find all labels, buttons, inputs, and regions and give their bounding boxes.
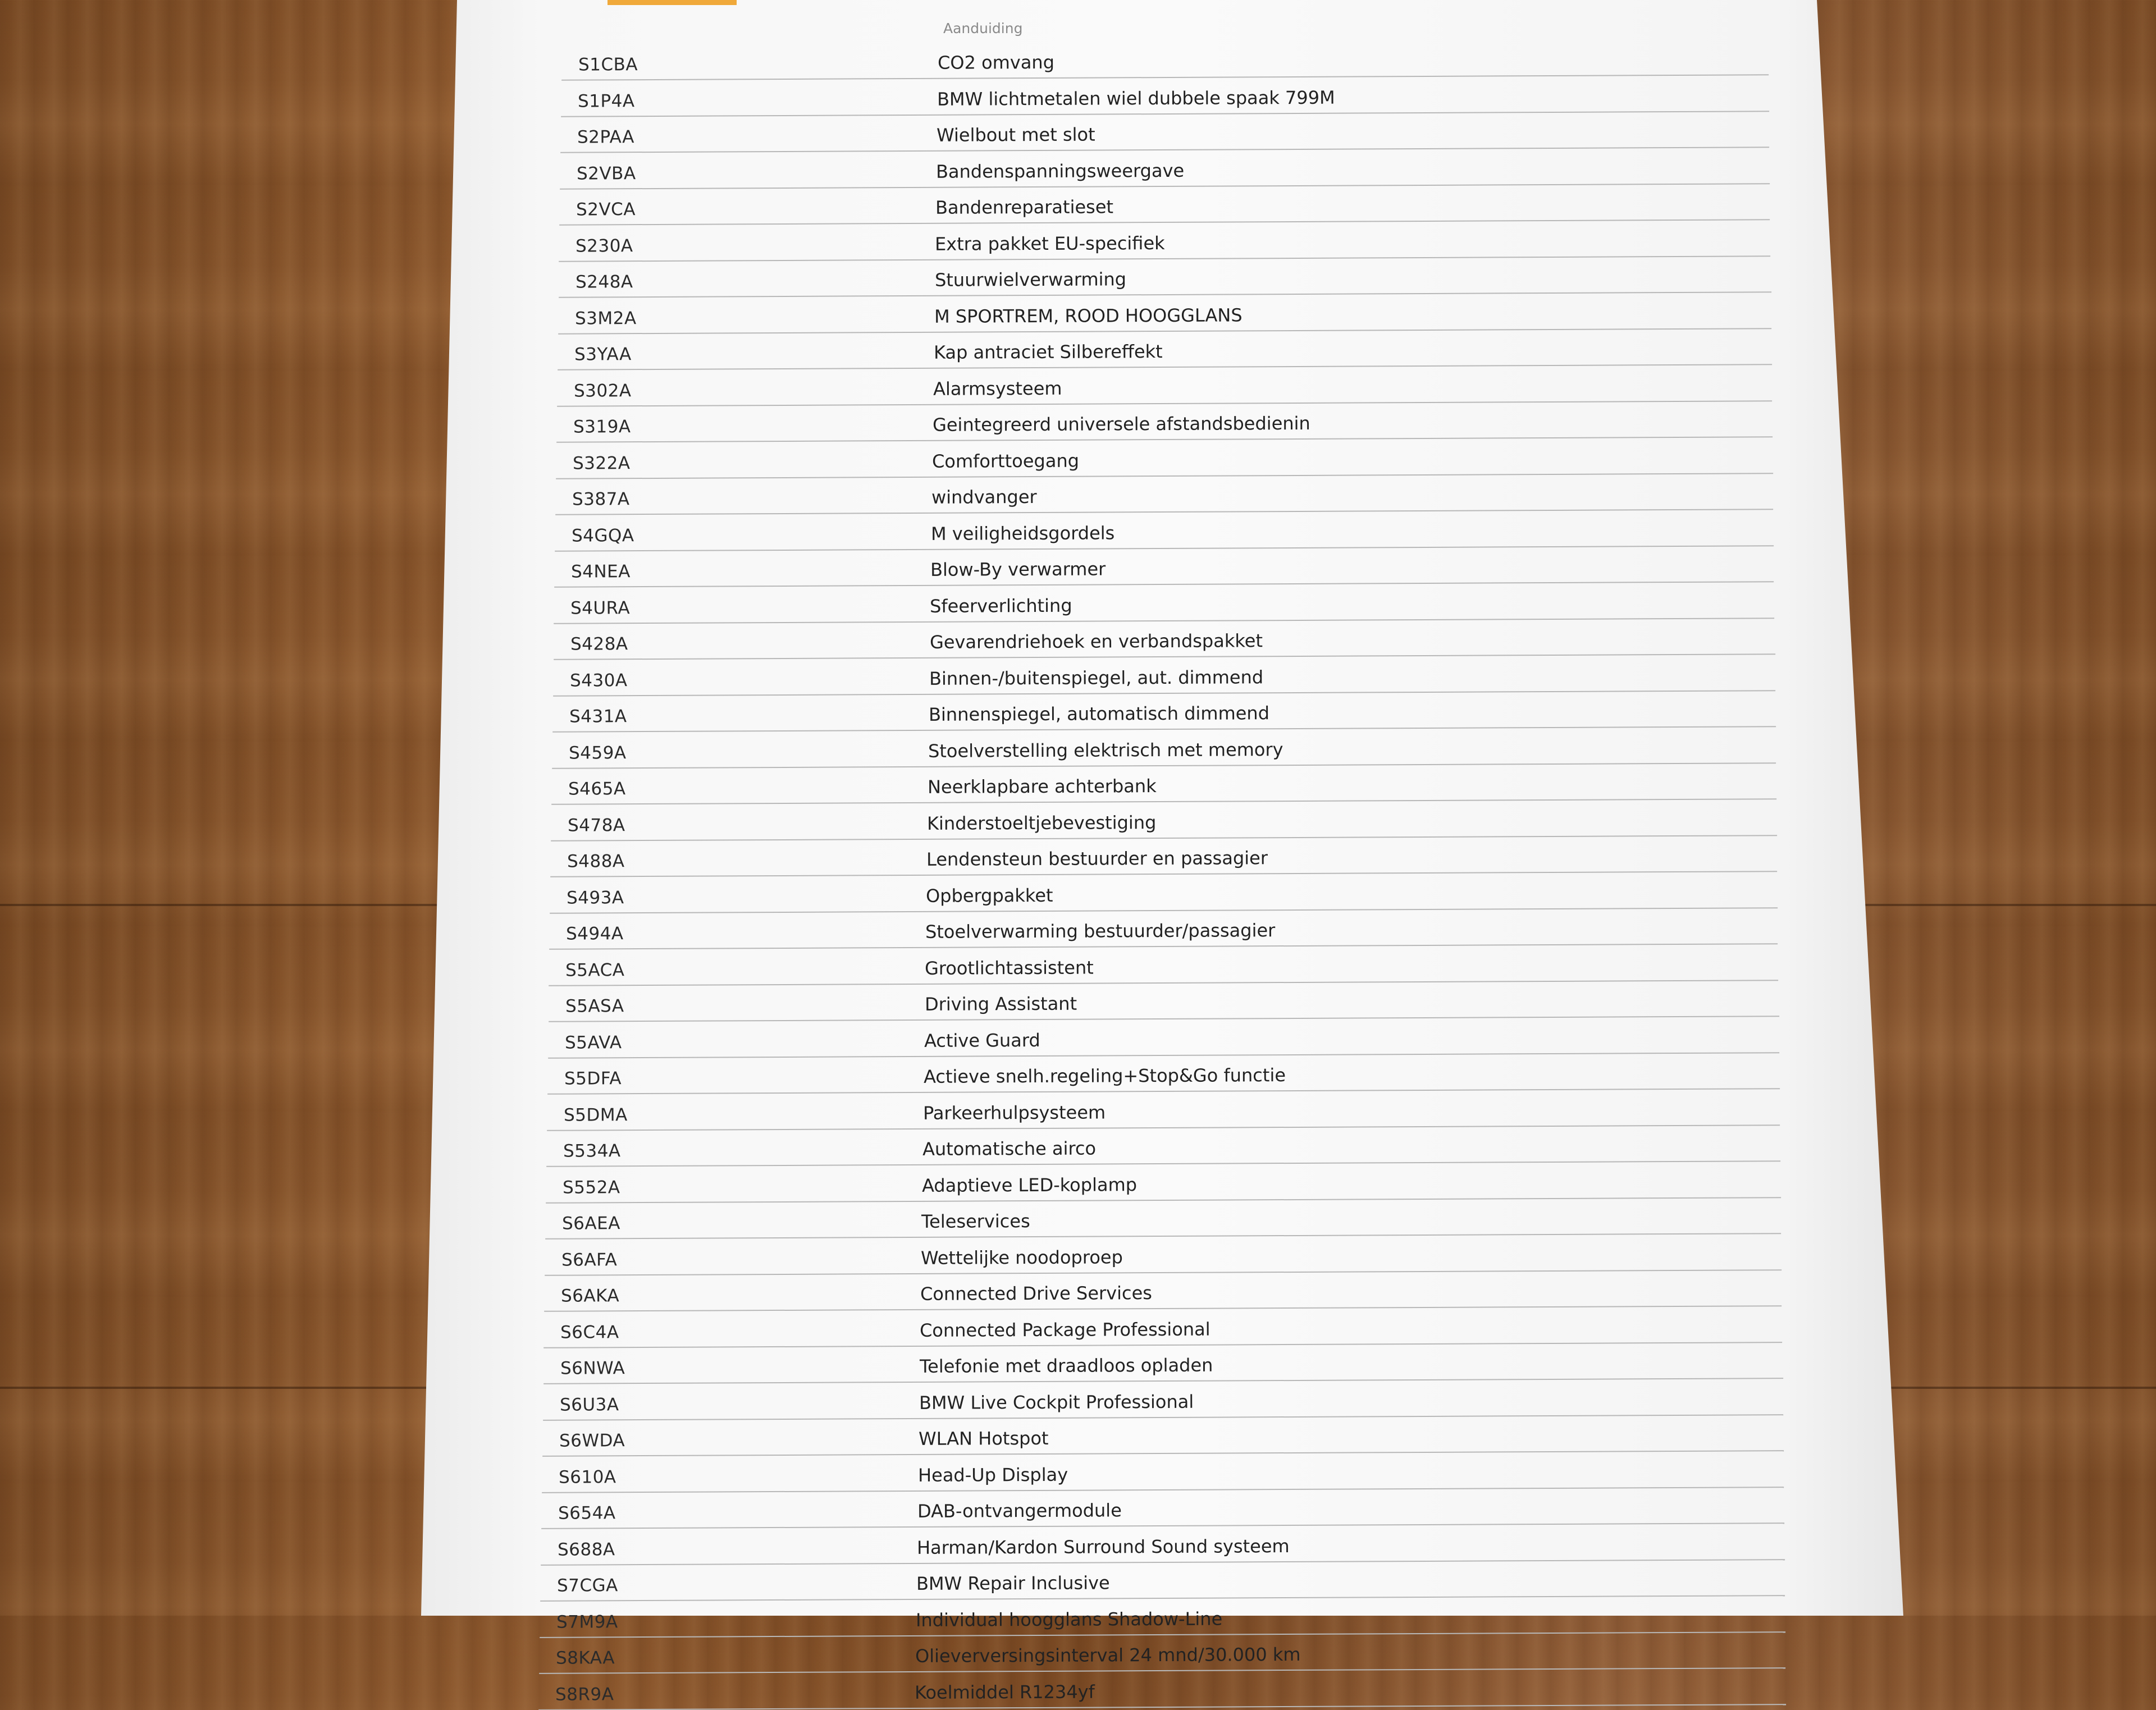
option-code: S4NEA (570, 561, 631, 582)
option-code: S428A (570, 633, 628, 655)
table-row (551, 763, 1776, 804)
option-description: BMW Repair Inclusive (916, 1571, 1110, 1594)
option-code: S1P4A (577, 90, 635, 111)
option-description: Wielbout met slot (936, 124, 1095, 146)
table-row (546, 1162, 1781, 1203)
option-code: S5DFA (564, 1068, 622, 1089)
option-description: Automatische airco (922, 1137, 1097, 1160)
option-code: S5ACA (565, 959, 625, 980)
option-description: Bandenreparatieset (935, 195, 1114, 218)
option-code: S465A (568, 778, 626, 799)
option-code: S6AKA (560, 1285, 620, 1306)
table-row (561, 75, 1769, 117)
option-description: Telefonie met draadloos opladen (919, 1354, 1213, 1377)
table-row (542, 1451, 1784, 1493)
table-row (554, 546, 1774, 587)
option-code: S1CBA (578, 54, 638, 75)
option-description: windvanger (931, 486, 1037, 508)
option-code: S3M2A (574, 308, 637, 328)
option-code: S488A (567, 851, 625, 872)
option-description: Koelmiddel R1234yf (914, 1680, 1095, 1703)
option-code: S8R9A (555, 1684, 614, 1704)
option-description: Gevarendriehoek en verbandspakket (929, 629, 1263, 653)
option-description: Bandenspanningsweergave (935, 159, 1185, 182)
table-row (541, 1487, 1784, 1529)
table-row (549, 944, 1778, 986)
table-row (557, 365, 1772, 406)
option-description: DAB-ontvangermodule (917, 1499, 1122, 1522)
table-row (554, 618, 1775, 660)
table-row (543, 1379, 1783, 1420)
table-row (545, 1234, 1782, 1275)
option-code: S430A (569, 670, 628, 691)
option-description: Kap antraciet Silbereffekt (933, 340, 1163, 363)
option-description: Comforttoegang (931, 449, 1080, 472)
table-row (540, 1560, 1785, 1601)
option-description: Olieverversingsinterval 24 mnd/30.000 km (915, 1643, 1301, 1667)
option-code: S319A (573, 416, 631, 437)
option-code: S5ASA (565, 995, 624, 1017)
option-code: S6NWA (560, 1357, 625, 1379)
option-description: Binnenspiegel, automatisch dimmend (928, 702, 1270, 725)
table-row (561, 39, 1769, 80)
table-row (547, 1053, 1780, 1094)
option-code: S6U3A (559, 1394, 619, 1415)
option-description: Stoelverwarming bestuurder/passagier (925, 919, 1276, 943)
option-description: Driving Assistant (924, 993, 1077, 1015)
option-code: S6C4A (560, 1322, 619, 1342)
table-row (541, 1524, 1785, 1565)
option-code: S654A (558, 1502, 616, 1524)
option-code: S494A (565, 923, 624, 944)
option-rows (555, 42, 1769, 1707)
option-code: S5AVA (564, 1032, 622, 1053)
table-row (550, 872, 1778, 913)
table-row (542, 1415, 1784, 1456)
table-row (552, 727, 1776, 769)
option-code: S2VBA (576, 163, 636, 184)
table-row (558, 292, 1771, 334)
option-description: Individual hoogglans Shadow-Line (915, 1607, 1223, 1630)
option-code: S610A (558, 1466, 616, 1487)
option-code: S8KAA (555, 1647, 615, 1668)
option-code: S534A (563, 1140, 621, 1162)
column-header-aanduiding: Aanduiding (943, 20, 1023, 36)
option-description: Sfeerverlichting (929, 594, 1072, 616)
option-code: S230A (575, 235, 633, 256)
option-code: S322A (572, 452, 631, 473)
option-description: Parkeerhulpsysteem (922, 1101, 1106, 1123)
option-code: S431A (569, 706, 627, 727)
option-description: Active Guard (924, 1028, 1040, 1051)
table-row (546, 1125, 1780, 1167)
table-row (559, 184, 1770, 225)
table-row (549, 980, 1779, 1022)
option-code: S2PAA (577, 126, 634, 148)
table-row (556, 437, 1773, 479)
option-description: BMW lichtmetalen wiel dubbele spaak 799M (937, 86, 1335, 109)
option-description: M veiligheidsgordels (930, 522, 1115, 544)
option-description: Harman/Kardon Surround Sound systeem (916, 1535, 1290, 1558)
option-code: S7CGA (556, 1575, 618, 1596)
option-code: S552A (562, 1177, 620, 1197)
option-code: S2VCA (575, 199, 636, 220)
option-description: CO2 omvang (937, 51, 1055, 74)
table-row (547, 1089, 1780, 1131)
option-code: S248A (575, 271, 633, 292)
accent-tab (607, 0, 737, 5)
option-code: S6WDA (559, 1430, 625, 1451)
option-description: BMW Live Cockpit Professional (919, 1390, 1194, 1413)
table-row (559, 220, 1770, 262)
option-description: Stoelverstelling elektrisch met memory (928, 738, 1283, 761)
table-row (555, 510, 1774, 551)
option-description: Kinderstoeltjebevestiging (926, 811, 1157, 834)
option-description: Opbergpakket (925, 884, 1053, 906)
table-row (555, 473, 1773, 515)
table-row (543, 1342, 1783, 1384)
table-row (560, 111, 1769, 153)
option-description: Connected Package Professional (919, 1318, 1211, 1341)
table-row (550, 835, 1777, 877)
option-code: S478A (567, 815, 625, 835)
option-code: S387A (572, 488, 630, 510)
option-description: Binnen-/buitenspiegel, aut. dimmend (929, 666, 1264, 689)
option-description: Extra pakket EU-specifiek (934, 231, 1165, 254)
table-row (559, 256, 1771, 298)
option-code: S7M9A (556, 1611, 618, 1632)
option-description: Actieve snelh.regeling+Stop&Go functie (923, 1064, 1286, 1087)
option-description: Grootlichtassistent (924, 956, 1094, 979)
option-description: Teleservices (921, 1210, 1030, 1232)
option-description: Geintegreerd universele afstandsbedienin (932, 412, 1310, 436)
option-description: Adaptieve LED-koplamp (921, 1173, 1138, 1196)
option-description: WLAN Hotspot (918, 1427, 1049, 1450)
table-row (554, 582, 1774, 624)
option-description: Alarmsysteem (933, 377, 1062, 399)
option-code: S4GQA (571, 525, 634, 546)
table-row (556, 401, 1773, 442)
table-row (553, 655, 1775, 696)
option-code: S4URA (570, 597, 631, 618)
option-description: Head-Up Display (917, 1463, 1068, 1485)
option-description: Wettelijke noodoproep (920, 1246, 1123, 1268)
option-description: Neerklapbare achterbank (927, 775, 1157, 798)
option-code: S688A (557, 1539, 615, 1560)
option-description: M SPORTREM, ROOD HOOGGLANS (934, 304, 1243, 327)
option-description: Connected Drive Services (920, 1282, 1153, 1305)
table-row (548, 1017, 1779, 1058)
option-code: S6AEA (561, 1213, 621, 1234)
table-row (539, 1632, 1785, 1674)
table-row (560, 148, 1770, 189)
table-row (544, 1270, 1782, 1311)
option-code: S3YAA (574, 344, 632, 365)
table-row (549, 908, 1778, 949)
table-row (540, 1596, 1785, 1638)
table-row (551, 799, 1777, 841)
option-description: Lendensteun bestuurder en passagier (926, 847, 1268, 870)
table-row (538, 1668, 1786, 1710)
table-row (545, 1197, 1781, 1239)
table-row (552, 691, 1776, 732)
option-code: S5DMA (563, 1104, 628, 1125)
table-row (543, 1306, 1782, 1348)
option-description: Stuurwielverwarming (934, 268, 1127, 291)
option-code: S6AFA (561, 1249, 618, 1270)
option-code: S493A (566, 887, 624, 908)
option-code: S302A (573, 380, 632, 401)
option-description: Blow-By verwarmer (930, 557, 1106, 580)
option-code: S459A (568, 742, 627, 763)
table-row (558, 328, 1772, 370)
